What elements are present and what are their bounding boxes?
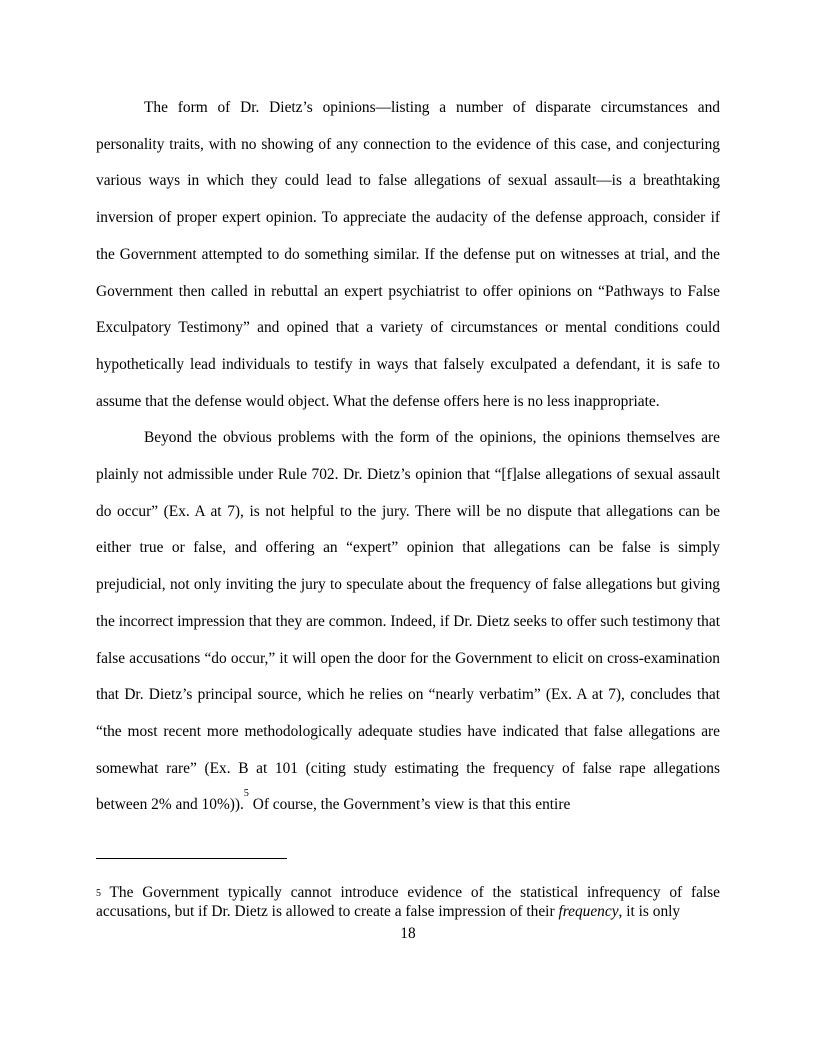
footnote xyxy=(96,884,720,921)
paragraph-rule-702 xyxy=(96,420,720,824)
footnote-reference[interactable]: 5 xyxy=(243,788,249,800)
page-number: 18 xyxy=(400,925,416,942)
paragraph-form-of-opinions: The form of Dr. Dietz’s opinions—listing a number of disparate circumstances and personality traits, with no showing of any connection to the evidence of this case, and conjecturing various ways in which they could lead to false allegations of sexual assault—is a breathtaking inversion of proper expert opinion. To appreciate the audacity of the defense approach, consider if the Government attempted to do something similar. If the defense put on witnesses at trial, and the Government then called in rebuttal an expert psychiatrist to offer opinions on “Pathways to False Exculpatory Testimony” and opined that a variety of circumstances or mental conditions could hypothetically lead individuals to testify in ways that falsely exculpated a defendant, it is safe to assume that the defense would object. What the defense offers here is no less inappropriate. xyxy=(96,99,720,410)
paragraph-text: Beyond the obvious problems with the form of the opinions, the opinions themselves are plainly not admissible under Rule 702. Dr. Dietz’s opinion that “[f]alse allegations of sexual assault do occur” (Ex. A at 7), is not helpful to the jury. There will be no dispute that allegations can be either true or false, and offering an “expert” opinion that allegations can be false is simply prejudicial, not only inviting the jury to speculate about the frequency of false allegations but giving the incorrect impression that they are common. Indeed, if Dr. Dietz seeks to offer such testimony that false accusations “do occur,” it will open the door for the Government to elicit on cross-examination that Dr. Dietz’s principal source, which he relies on “nearly verbatim” (Ex. A at 7), concludes that “the most recent more methodologically adequate studies have indicated that false allegations are somewhat rare” (Ex. B at 101 (citing study estimating the frequency of false rape allegations between 2% and 10%)). xyxy=(96,429,720,814)
footnote-text-end: , it is only xyxy=(618,902,681,920)
paragraph-text-continued: Of course, the Government’s view is that this entire xyxy=(248,796,571,814)
footnote-italic-text: frequency xyxy=(558,902,619,920)
footnote-number: 5 xyxy=(96,888,101,899)
body-text xyxy=(96,90,720,824)
footnote-text-start: The Government typically cannot introduce evidence of the statistical infrequency of false accusations, but if Dr. Dietz is allowed to create a false impression of their xyxy=(96,884,720,920)
footnote-text xyxy=(96,884,720,921)
footnote-separator xyxy=(96,858,287,859)
